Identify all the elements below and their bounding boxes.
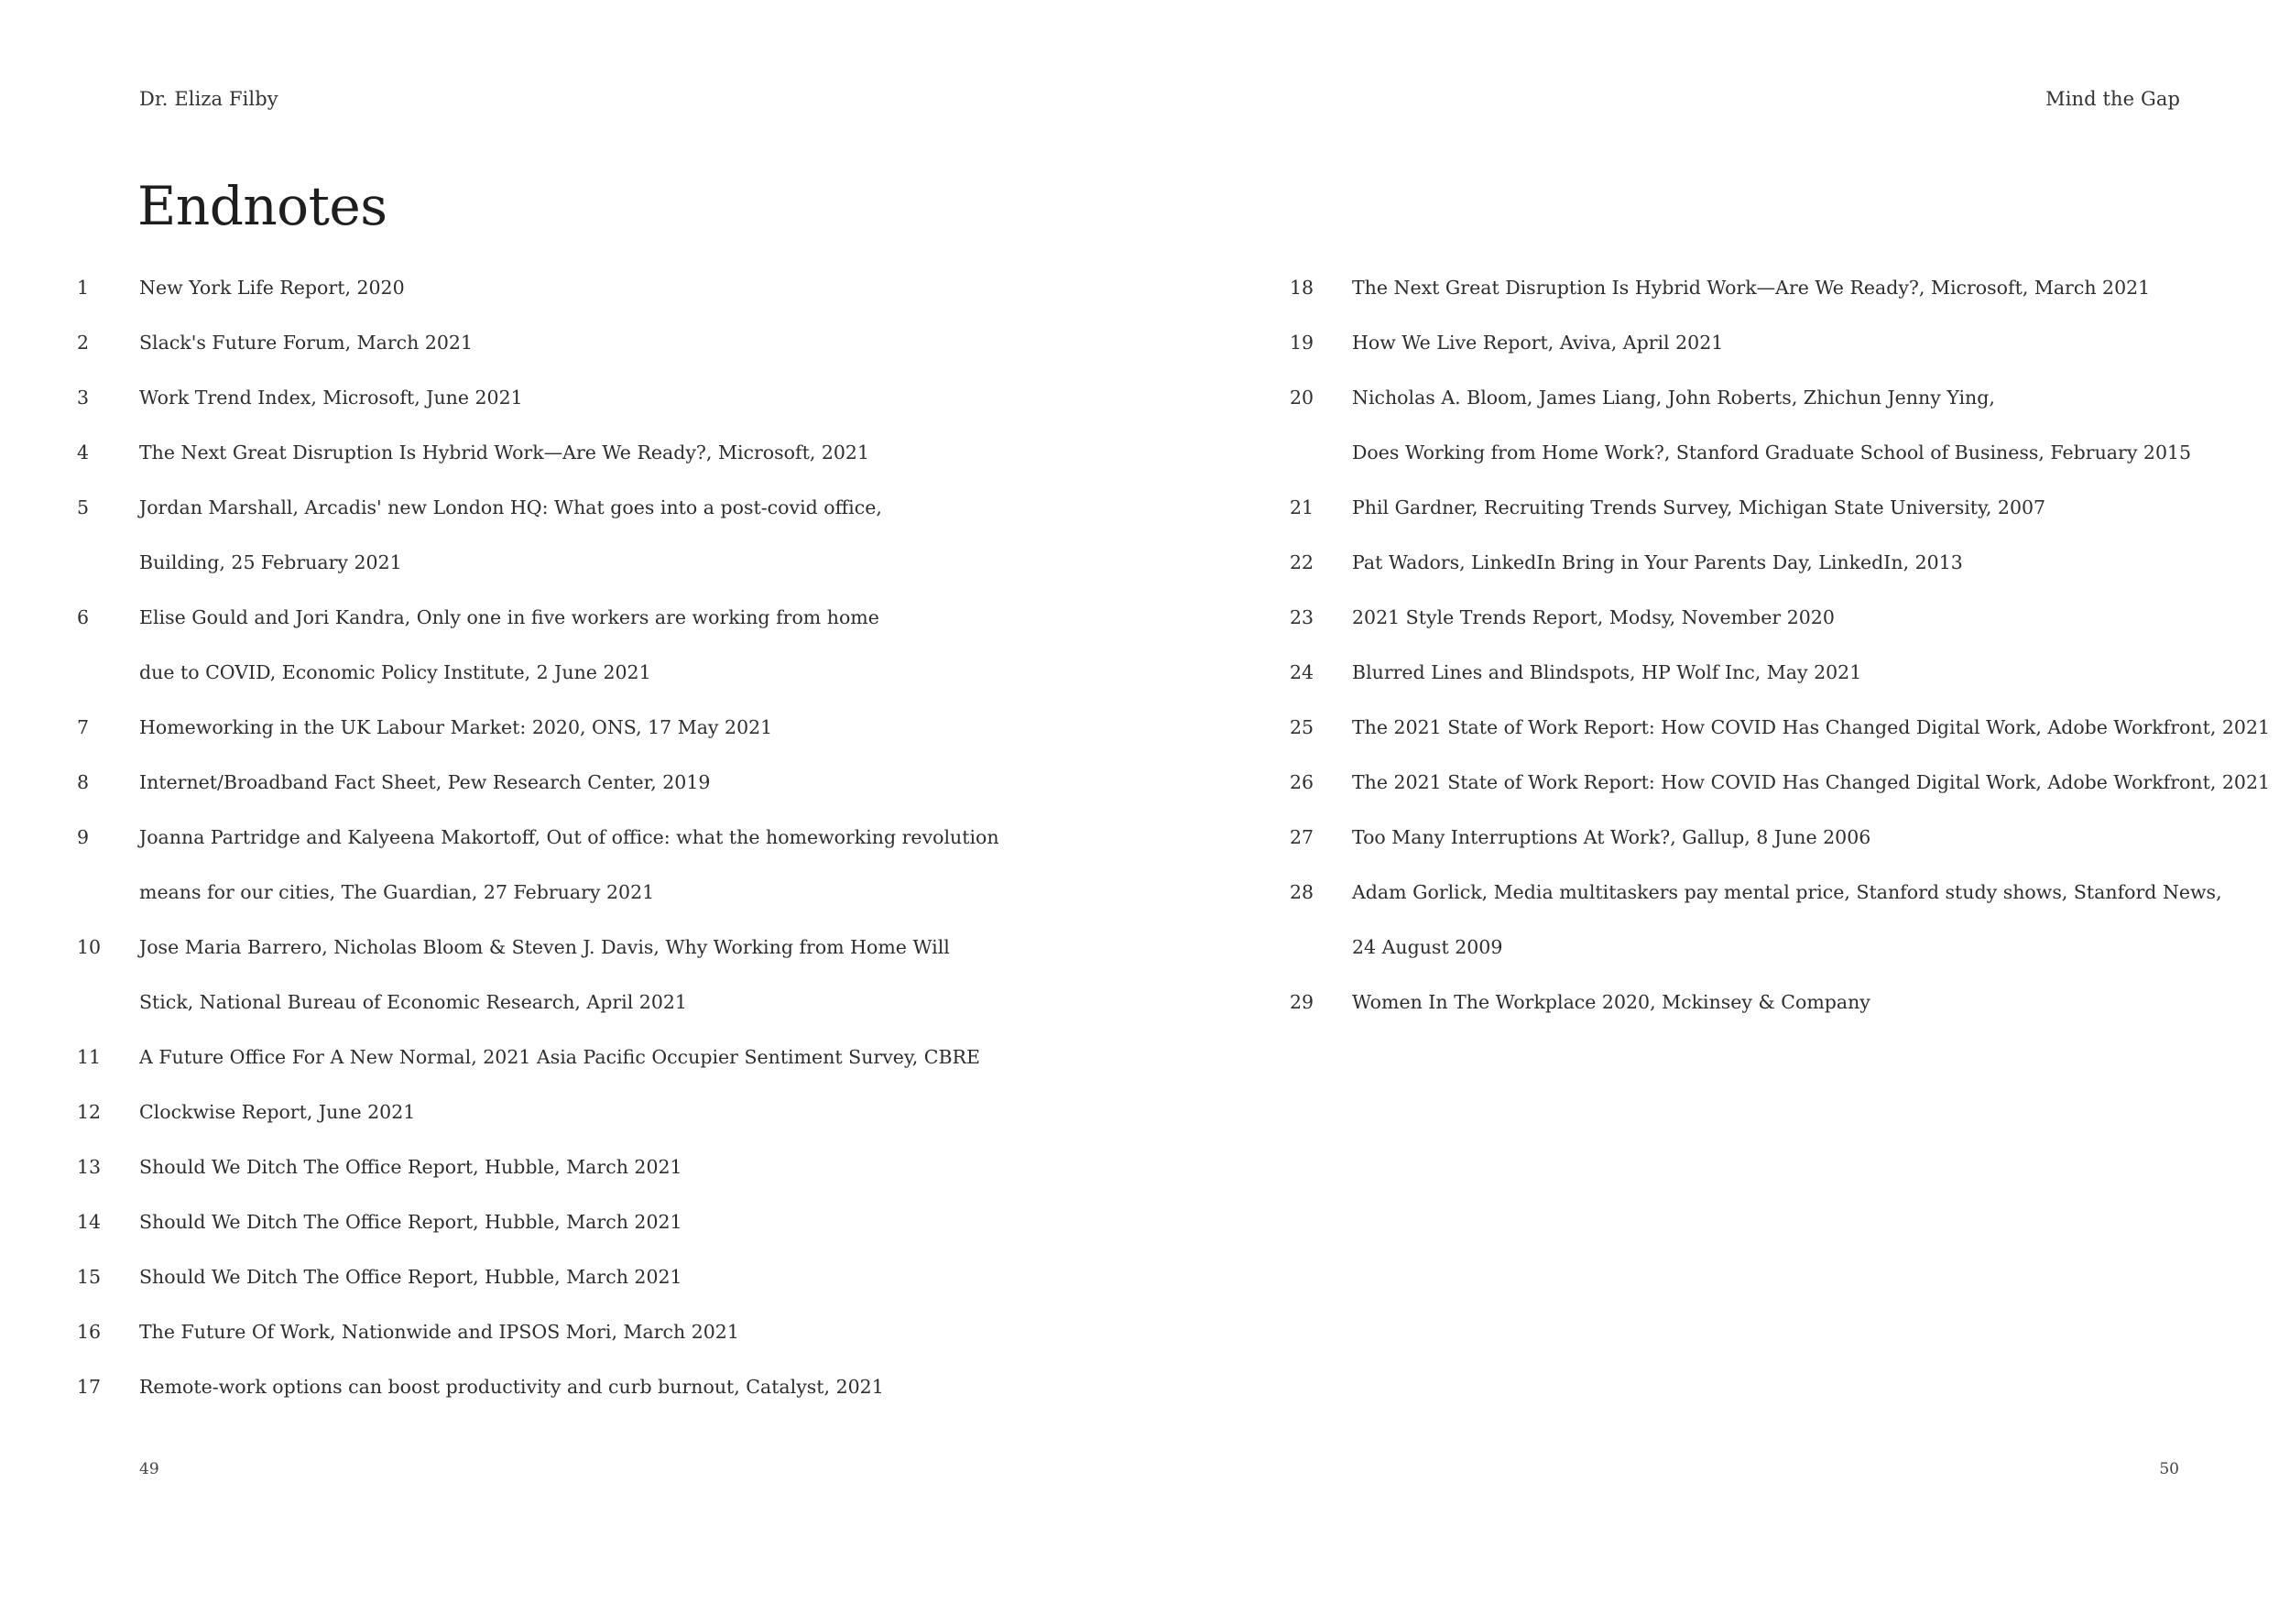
endnote-row xyxy=(77,989,999,1044)
endnote-text: The Next Great Disruption Is Hybrid Work—Are We Ready?, Microsoft, 2021 xyxy=(139,441,870,463)
endnote-number: 22 xyxy=(1290,551,1314,573)
endnote-number: 7 xyxy=(77,716,90,738)
endnote-text: New York Life Report, 2020 xyxy=(139,277,405,299)
endnote-row xyxy=(1290,330,2270,385)
endnote-row xyxy=(77,1209,999,1264)
endnote-number: 12 xyxy=(77,1101,102,1123)
endnote-number: 16 xyxy=(77,1321,102,1343)
endnote-number: 9 xyxy=(77,826,90,848)
endnote-text: Too Many Interruptions At Work?, Gallup, 8 June 2006 xyxy=(1352,826,1871,848)
endnote-text: Should We Ditch The Office Report, Hubble, March 2021 xyxy=(139,1211,682,1233)
endnote-text: The Next Great Disruption Is Hybrid Work—Are We Ready?, Microsoft, March 2021 xyxy=(1352,277,2151,299)
running-head-author: Dr. Eliza Filby xyxy=(139,88,278,110)
endnote-number: 19 xyxy=(1290,332,1314,354)
endnote-text: The 2021 State of Work Report: How COVID Has Changed Digital Work, Adobe Workfront, 2021 xyxy=(1352,716,2271,738)
endnote-text: Adam Gorlick, Media multitaskers pay mental price, Stanford study shows, Stanford News, xyxy=(1352,881,2222,903)
endnote-row xyxy=(77,275,999,330)
endnote-number: 8 xyxy=(77,771,90,793)
endnote-number: 1 xyxy=(77,277,90,299)
endnote-number: 20 xyxy=(1290,387,1314,409)
endnote-number: 10 xyxy=(77,936,102,958)
endnote-number: 23 xyxy=(1290,606,1314,628)
endnote-row xyxy=(77,385,999,440)
endnote-row xyxy=(77,550,999,605)
endnote-row xyxy=(77,1099,999,1154)
endnote-row xyxy=(1290,659,2270,714)
endnote-number: 29 xyxy=(1290,991,1314,1013)
endnote-text: means for our cities, The Guardian, 27 February 2021 xyxy=(139,881,655,903)
endnote-text: 24 August 2009 xyxy=(1352,936,1503,958)
endnote-number: 27 xyxy=(1290,826,1314,848)
endnote-number: 4 xyxy=(77,441,90,463)
endnote-text: Nicholas A. Bloom, James Liang, John Roberts, Zhichun Jenny Ying, xyxy=(1352,387,1995,409)
endnote-row xyxy=(77,440,999,495)
endnote-text: Homeworking in the UK Labour Market: 2020, ONS, 17 May 2021 xyxy=(139,716,773,738)
endnote-row xyxy=(77,1319,999,1374)
endnote-row xyxy=(77,1374,999,1429)
endnote-number: 21 xyxy=(1290,496,1314,518)
endnote-row xyxy=(77,1264,999,1319)
endnote-row xyxy=(1290,769,2270,824)
endnote-text: Pat Wadors, LinkedIn Bring in Your Parents Day, LinkedIn, 2013 xyxy=(1352,551,1963,573)
endnote-text: A Future Office For A New Normal, 2021 Asia Pacific Occupier Sentiment Survey, CBRE xyxy=(139,1046,980,1068)
endnote-number: 28 xyxy=(1290,881,1314,903)
endnote-text: Slack's Future Forum, March 2021 xyxy=(139,332,474,354)
endnote-text: Women In The Workplace 2020, Mckinsey & Company xyxy=(1352,991,1870,1013)
endnote-number: 15 xyxy=(77,1266,102,1288)
endnote-text: Phil Gardner, Recruiting Trends Survey, Michigan State University, 2007 xyxy=(1352,496,2046,518)
endnote-text: The Future Of Work, Nationwide and IPSOS Mori, March 2021 xyxy=(139,1321,739,1343)
endnote-row xyxy=(77,934,999,989)
endnote-number: 13 xyxy=(77,1156,102,1178)
endnote-row xyxy=(1290,605,2270,659)
endnote-text: Internet/Broadband Fact Sheet, Pew Research Center, 2019 xyxy=(139,771,711,793)
endnote-text: Stick, National Bureau of Economic Research, April 2021 xyxy=(139,991,687,1013)
endnote-row xyxy=(1290,440,2270,495)
endnote-text: Should We Ditch The Office Report, Hubble, March 2021 xyxy=(139,1266,682,1288)
endnote-text: Clockwise Report, June 2021 xyxy=(139,1101,416,1123)
endnote-text: 2021 Style Trends Report, Modsy, November 2020 xyxy=(1352,606,1835,628)
endnote-number: 11 xyxy=(77,1046,102,1068)
endnote-row xyxy=(1290,495,2270,550)
endnotes-left-column xyxy=(77,275,999,1429)
endnote-text: Should We Ditch The Office Report, Hubble, March 2021 xyxy=(139,1156,682,1178)
endnotes-right-column xyxy=(1290,275,2270,1044)
endnote-text: How We Live Report, Aviva, April 2021 xyxy=(1352,332,1724,354)
endnote-text: Joanna Partridge and Kalyeena Makortoff, Out of office: what the homeworking revolution xyxy=(139,826,999,848)
endnote-text: Work Trend Index, Microsoft, June 2021 xyxy=(139,387,523,409)
endnote-number: 3 xyxy=(77,387,90,409)
endnote-number: 25 xyxy=(1290,716,1314,738)
endnote-row xyxy=(1290,934,2270,989)
endnote-text: Does Working from Home Work?, Stanford Graduate School of Business, February 2015 xyxy=(1352,441,2192,463)
page-number-right: 50 xyxy=(2159,1460,2179,1478)
endnote-row xyxy=(1290,824,2270,879)
page-title: Endnotes xyxy=(137,175,387,237)
endnote-text: due to COVID, Economic Policy Institute, 2 June 2021 xyxy=(139,661,651,683)
endnote-number: 2 xyxy=(77,332,90,354)
endnote-row xyxy=(77,769,999,824)
endnote-number: 6 xyxy=(77,606,90,628)
endnote-row xyxy=(77,659,999,714)
endnote-number: 26 xyxy=(1290,771,1314,793)
endnote-text: Blurred Lines and Blindspots, HP Wolf Inc, May 2021 xyxy=(1352,661,1862,683)
page-number-left: 49 xyxy=(139,1460,159,1478)
endnote-row xyxy=(77,879,999,934)
endnote-text: Building, 25 February 2021 xyxy=(139,551,402,573)
endnote-row xyxy=(77,330,999,385)
endnote-number: 14 xyxy=(77,1211,102,1233)
endnote-number: 18 xyxy=(1290,277,1314,299)
endnote-text: Jose Maria Barrero, Nicholas Bloom & Steven J. Davis, Why Working from Home Will xyxy=(139,936,950,958)
endnote-row xyxy=(77,1044,999,1099)
endnote-text: The 2021 State of Work Report: How COVID Has Changed Digital Work, Adobe Workfront, 2021 xyxy=(1352,771,2271,793)
endnote-row xyxy=(1290,385,2270,440)
endnote-row xyxy=(1290,275,2270,330)
endnote-number: 17 xyxy=(77,1376,102,1398)
endnote-text: Remote-work options can boost productivity and curb burnout, Catalyst, 2021 xyxy=(139,1376,884,1398)
endnote-row xyxy=(1290,550,2270,605)
endnote-number: 5 xyxy=(77,496,90,518)
endnote-number: 24 xyxy=(1290,661,1314,683)
running-head-book-title: Mind the Gap xyxy=(2045,88,2180,110)
endnote-row xyxy=(1290,714,2270,769)
endnote-row xyxy=(1290,879,2270,934)
endnote-row xyxy=(77,1154,999,1209)
endnote-row xyxy=(1290,989,2270,1044)
endnote-text: Elise Gould and Jori Kandra, Only one in five workers are working from home xyxy=(139,606,879,628)
endnote-row xyxy=(77,495,999,550)
endnote-row xyxy=(77,714,999,769)
endnote-text: Jordan Marshall, Arcadis' new London HQ: What goes into a post-covid office, xyxy=(139,496,882,518)
endnote-row xyxy=(77,824,999,879)
endnote-row xyxy=(77,605,999,659)
